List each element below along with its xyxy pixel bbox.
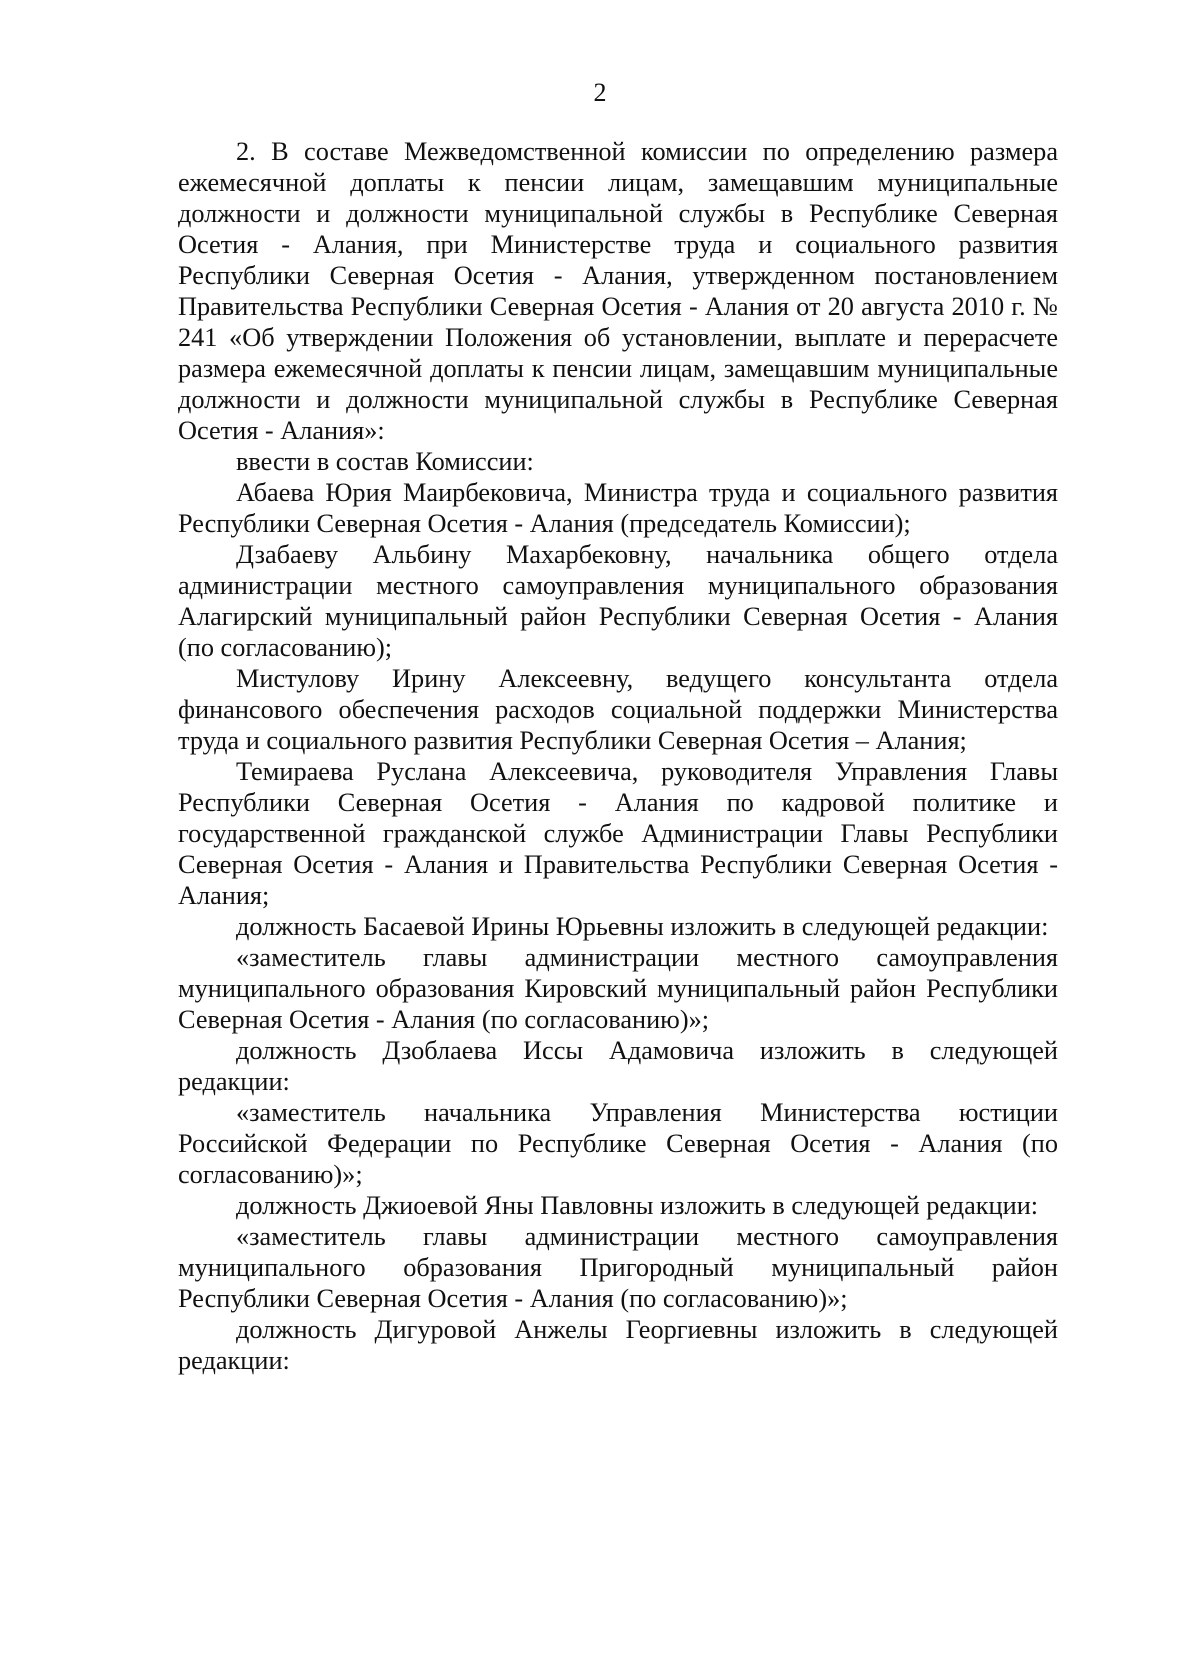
- paragraph-2: ввести в состав Комиссии:: [236, 447, 534, 476]
- paragraph-3: Абаева Юрия Маирбековича, Министра труда и социального развития Республики Северная Осетия - Алания (председатель Комиссии);: [178, 478, 1058, 538]
- paragraph-6: Темираева Руслана Алексеевича, руководителя Управления Главы Республики Северная Осетия - Алания по кадровой политике и государственной гражданской службе Администрации Главы Республики Северная Осетия - Алания и Правительства Республики Северная Осетия - Алания;: [178, 757, 1058, 910]
- paragraph-9: должность Дзоблаева Иссы Адамовича изложить в следующей редакции:: [178, 1036, 1058, 1096]
- paragraph-4: Дзабаеву Альбину Махарбековну, начальника общего отдела администрации местного самоуправления муниципального образования Алагирский муниципальный район Республики Северная Осетия - Алания (по согласованию);: [178, 540, 1058, 662]
- page-number: 2: [593, 78, 607, 107]
- paragraph-1: 2. В составе Межведомственной комиссии по определению размера ежемесячной доплаты к пенсии лицам, замещавшим муниципальные должности и должности муниципальной службы в Республике Северная Осетия - Алания, при Министерстве труда и социального развития Республики Северная Осетия - Алания, утвержденном постановлением Правительства Республики Северная Осетия - Алания от 20 августа 2010 г. № 241 «Об утверждении Положения об установлении, выплате и перерасчете размера ежемесячной доплаты к пенсии лицам, замещавшим муниципальные должности и должности муниципальной службы в Республике Северная Осетия - Алания»:: [178, 137, 1058, 445]
- paragraph-8: «заместитель главы администрации местного самоуправления муниципального образования Кировский муниципальный район Республики Северная Осетия - Алания (по согласованию)»;: [178, 943, 1058, 1034]
- paragraph-5: Мистулову Ирину Алексеевну, ведущего консультанта отдела финансового обеспечения расходов социальной поддержки Министерства труда и социального развития Республики Северная Осетия – Алания;: [178, 664, 1058, 755]
- paragraph-12: «заместитель главы администрации местного самоуправления муниципального образования Пригородный муниципальный район Республики Северная Осетия - Алания (по согласованию)»;: [178, 1222, 1058, 1313]
- paragraph-11: должность Джиоевой Яны Павловны изложить в следующей редакции:: [236, 1191, 1039, 1220]
- paragraph-13: должность Дигуровой Анжелы Георгиевны изложить в следующей редакции:: [178, 1315, 1058, 1375]
- document-body: [178, 136, 1058, 1376]
- paragraph-10: «заместитель начальника Управления Министерства юстиции Российской Федерации по Республике Северная Осетия - Алания (по согласованию)»;: [178, 1098, 1058, 1189]
- paragraph-7: должность Басаевой Ирины Юрьевны изложить в следующей редакции:: [236, 912, 1049, 941]
